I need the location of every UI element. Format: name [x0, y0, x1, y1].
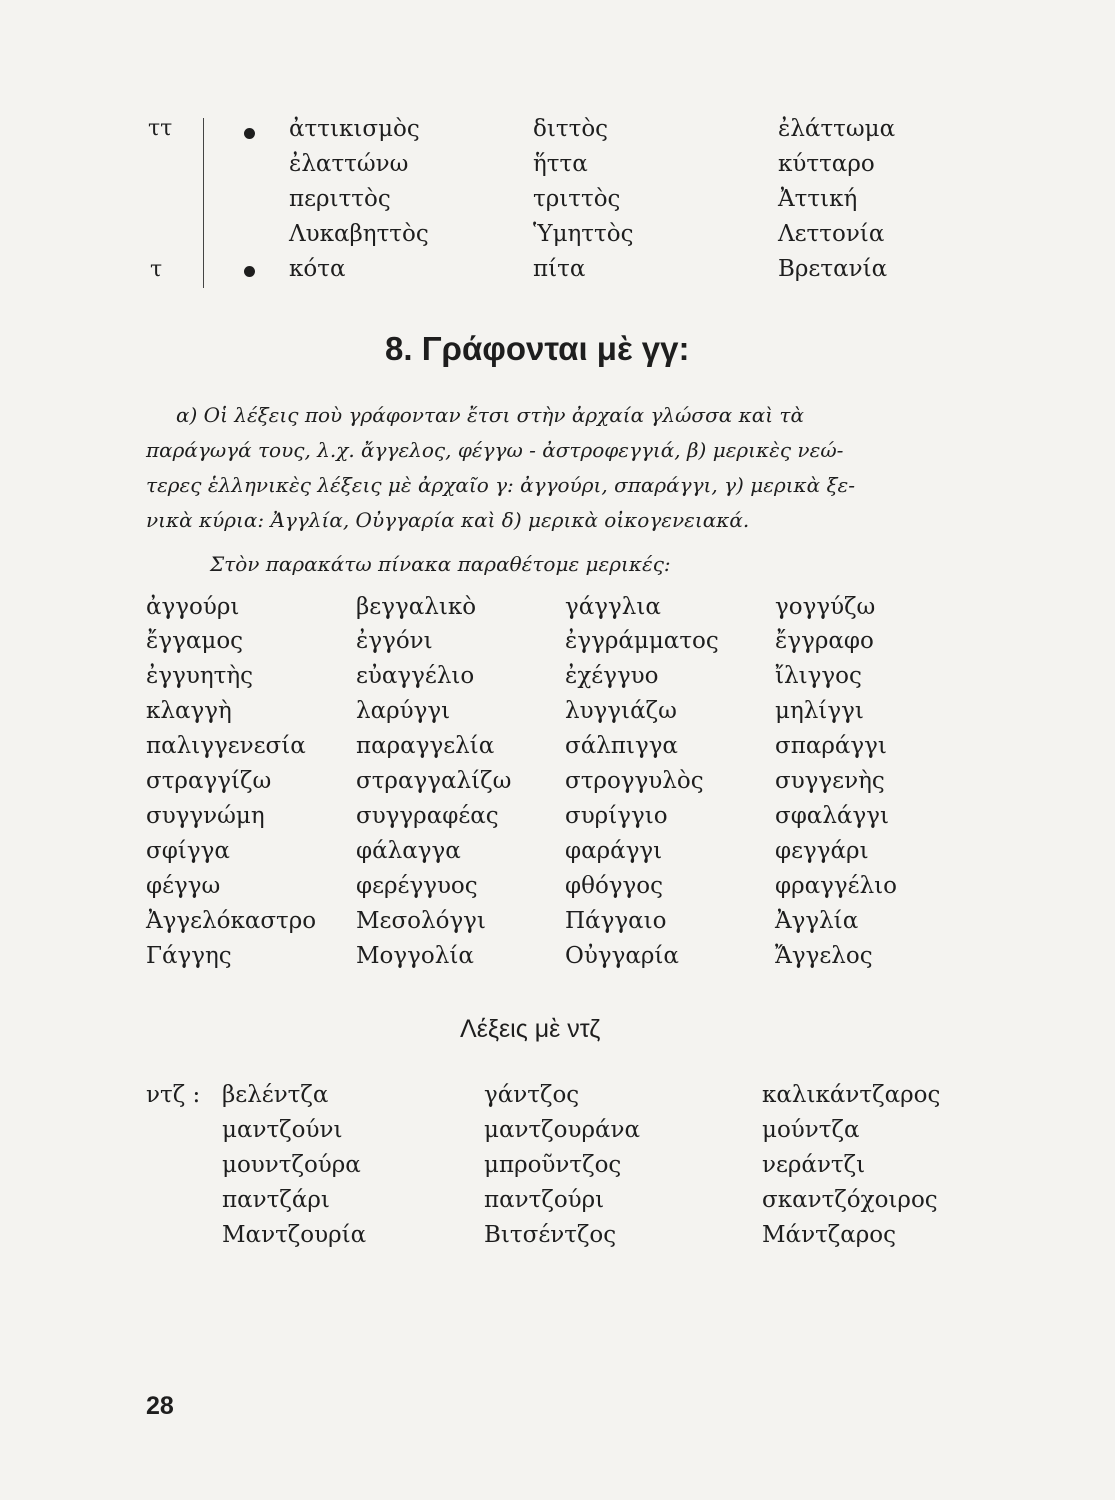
word: σφαλάγγι — [775, 803, 889, 829]
word: παντζούρι — [484, 1187, 605, 1213]
word: Μάντζαρος — [762, 1222, 897, 1248]
word: κότα — [289, 256, 346, 282]
word: στραγγίζω — [146, 768, 272, 794]
word: μαντζούνι — [222, 1117, 343, 1143]
word: σφίγγα — [146, 838, 230, 864]
label-ntz: ντζ : — [146, 1082, 201, 1108]
word: Βιτσέντζος — [484, 1222, 617, 1248]
word: καλικάντζαρος — [762, 1082, 941, 1108]
word: συγγνώμη — [146, 803, 265, 829]
word: παντζάρι — [222, 1187, 330, 1213]
word: Μογγολία — [356, 943, 474, 969]
word: στρογγυλὸς — [565, 768, 704, 794]
word: φερέγγυος — [356, 873, 478, 899]
word: μηλίγγι — [775, 698, 864, 724]
word: ἐγγράμματος — [565, 628, 719, 654]
word: πίτα — [533, 256, 586, 282]
word: συγγραφέας — [356, 803, 499, 829]
word: ἐχέγγυο — [565, 663, 659, 689]
word: περιττὸς — [289, 186, 391, 212]
word: ἔγγαμος — [146, 628, 244, 654]
word: Ἀγγελόκαστρο — [146, 908, 317, 934]
paragraph-line: α) Οἱ λέξεις ποὺ γράφονταν ἔτσι στὴν ἀρχαία γλώσσα καὶ τὰ — [176, 403, 804, 427]
word: παλιγγενεσία — [146, 733, 306, 759]
word: κύτταρο — [778, 151, 875, 177]
page-number: 28 — [146, 1392, 174, 1420]
word: Ἀττική — [778, 186, 858, 212]
word: μούντζα — [762, 1117, 860, 1143]
word: Μεσολόγγι — [356, 908, 486, 934]
word: γάγγλια — [565, 594, 661, 620]
word: φάλαγγα — [356, 838, 461, 864]
word: σκαντζόχοιρος — [762, 1187, 938, 1213]
word: Βρετανία — [778, 256, 888, 282]
word: μαντζουράνα — [484, 1117, 641, 1143]
word: ἀγγούρι — [146, 594, 240, 620]
word: Ἄγγελος — [775, 943, 873, 969]
label-tt: ττ — [148, 116, 173, 141]
word: λυγγιάζω — [565, 698, 677, 724]
bullet-icon — [244, 266, 255, 277]
word: σπαράγγι — [775, 733, 887, 759]
vertical-divider — [203, 118, 204, 288]
word: συρίγγιο — [565, 803, 668, 829]
word: ἐλάττωμα — [778, 116, 896, 142]
word: Ἀγγλία — [775, 908, 859, 934]
word: κλαγγὴ — [146, 698, 232, 724]
word: Πάγγαιο — [565, 908, 667, 934]
word: συγγενὴς — [775, 768, 885, 794]
word: ἀττικισμὸς — [289, 116, 420, 142]
word: μουντζούρα — [222, 1152, 361, 1178]
word: νεράντζι — [762, 1152, 866, 1178]
word: φεγγάρι — [775, 838, 869, 864]
word: παραγγελία — [356, 733, 495, 759]
paragraph-line: τερες ἑλληνικὲς λέξεις μὲ ἀρχαῖο γ: ἀγγούρι, σπαράγγι, γ) μερικὰ ξε- — [146, 473, 856, 497]
word: Μαντζουρία — [222, 1222, 367, 1248]
paragraph-line: νικὰ κύρια: Ἀγγλία, Οὐγγαρία καὶ δ) μερικὰ οἰκογενειακά. — [146, 508, 750, 532]
word: εὐαγγέλιο — [356, 663, 475, 689]
word: Λυκαβηττὸς — [289, 221, 429, 247]
word: σάλπιγγα — [565, 733, 678, 759]
word: τριττὸς — [533, 186, 621, 212]
word: φθόγγος — [565, 873, 664, 899]
ntz-heading: Λέξεις μὲ ντζ — [460, 1015, 601, 1043]
word: φαράγγι — [565, 838, 663, 864]
word: ἐγγόνι — [356, 628, 433, 654]
paragraph-intro: Στὸν παρακάτω πίνακα παραθέτομε μερικές: — [210, 552, 671, 576]
section-heading: 8. Γράφονται μὲ γγ: — [385, 330, 690, 367]
paragraph-line: παράγωγά τους, λ.χ. ἄγγελος, φέγγω - ἀστροφεγγιά, β) μερικὲς νεώ- — [146, 438, 844, 462]
word: ἐλαττώνω — [289, 151, 409, 177]
word: διττὸς — [533, 116, 609, 142]
word: Λεττονία — [778, 221, 885, 247]
word: βελέντζα — [222, 1082, 329, 1108]
bullet-icon — [244, 128, 255, 139]
word: μπροῦντζος — [484, 1152, 622, 1178]
word: Οὐγγαρία — [565, 943, 679, 969]
word: Ὑμηττὸς — [533, 221, 634, 247]
word: ἔγγραφο — [775, 628, 874, 654]
word: λαρύγγι — [356, 698, 451, 724]
word: ἴλιγγος — [775, 663, 862, 689]
word: στραγγαλίζω — [356, 768, 512, 794]
word: φέγγω — [146, 873, 221, 899]
word: ἥττα — [533, 151, 588, 177]
label-t: τ — [150, 257, 163, 282]
word: φραγγέλιο — [775, 873, 898, 899]
word: Γάγγης — [146, 943, 232, 969]
word: ἐγγυητὴς — [146, 663, 253, 689]
word: γογγύζω — [775, 594, 876, 620]
word: βεγγαλικὸ — [356, 594, 477, 620]
word: γάντζος — [484, 1082, 580, 1108]
